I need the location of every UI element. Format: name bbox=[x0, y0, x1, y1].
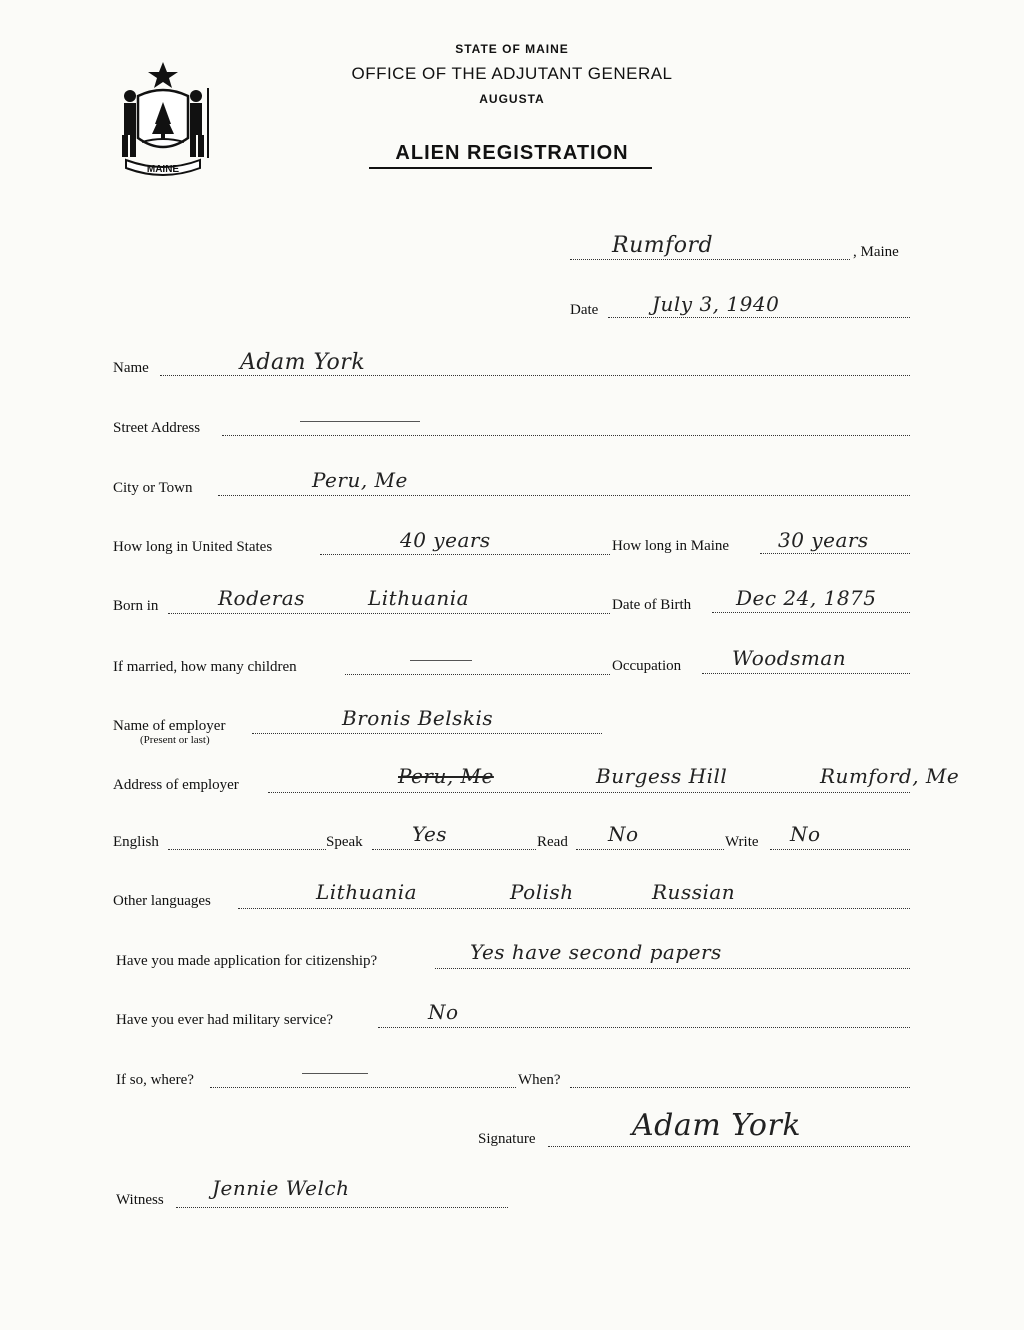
citizenship-value: Yes have second papers bbox=[470, 940, 722, 964]
where-label: If so, where? bbox=[116, 1072, 194, 1088]
street-dash bbox=[300, 421, 420, 422]
born-in-town: Roderas bbox=[218, 586, 305, 610]
name-value: Adam York bbox=[240, 350, 366, 375]
employer-address-town: Rumford, Me bbox=[820, 764, 960, 788]
date-label: Date bbox=[570, 302, 599, 318]
employer-sublabel: (Present or last) bbox=[140, 734, 210, 746]
military-label: Have you ever had military service? bbox=[116, 1012, 333, 1028]
town-suffix: , Maine bbox=[853, 244, 899, 260]
witness-value: Jennie Welch bbox=[212, 1176, 350, 1200]
dob-value: Dec 24, 1875 bbox=[736, 586, 877, 610]
street-label: Street Address bbox=[113, 420, 201, 436]
born-in-country: Lithuania bbox=[368, 586, 470, 610]
employer-value: Bronis Belskis bbox=[342, 706, 494, 730]
military-value: No bbox=[428, 1000, 459, 1024]
citizenship-label: Have you made application for citizenship? bbox=[116, 953, 378, 969]
write-value: No bbox=[790, 822, 821, 846]
speak-label: Speak bbox=[326, 834, 363, 850]
write-label: Write bbox=[725, 834, 759, 850]
office-heading: OFFICE OF THE ADJUTANT GENERAL bbox=[351, 64, 673, 83]
date-value: July 3, 1940 bbox=[652, 292, 780, 316]
occupation-label: Occupation bbox=[612, 658, 682, 674]
title-underline bbox=[369, 167, 652, 169]
where-dash bbox=[302, 1073, 368, 1074]
city-label: City or Town bbox=[113, 480, 193, 496]
speak-value: Yes bbox=[412, 822, 448, 846]
read-label: Read bbox=[537, 834, 568, 850]
other-language-1: Lithuania bbox=[316, 880, 418, 904]
town-value: Rumford bbox=[612, 233, 714, 258]
name-label: Name bbox=[113, 360, 149, 376]
other-language-3: Russian bbox=[652, 880, 736, 904]
witness-label: Witness bbox=[116, 1192, 164, 1208]
employer-address-struck: Peru, Me bbox=[398, 764, 494, 788]
other-language-2: Polish bbox=[510, 880, 574, 904]
form-title: ALIEN REGISTRATION bbox=[395, 142, 629, 164]
other-languages-label: Other languages bbox=[113, 893, 211, 909]
dob-label: Date of Birth bbox=[612, 597, 692, 613]
how-long-us-value: 40 years bbox=[400, 528, 491, 552]
employer-address-label: Address of employer bbox=[113, 777, 239, 793]
how-long-us-label: How long in United States bbox=[113, 539, 273, 555]
english-label: English bbox=[113, 834, 159, 850]
occupation-value: Woodsman bbox=[732, 646, 847, 670]
how-long-maine-value: 30 years bbox=[778, 528, 869, 552]
children-label: If married, how many children bbox=[113, 659, 297, 675]
born-in-label: Born in bbox=[113, 598, 159, 614]
state-heading: STATE OF MAINE bbox=[455, 42, 569, 56]
when-label: When? bbox=[518, 1072, 561, 1088]
how-long-maine-label: How long in Maine bbox=[612, 538, 730, 554]
signature-value: Adam York bbox=[632, 1108, 802, 1143]
city-heading: AUGUSTA bbox=[479, 92, 545, 106]
children-dash bbox=[410, 660, 472, 661]
svg-text:MAINE: MAINE bbox=[146, 164, 180, 175]
employer-label: Name of employer bbox=[113, 718, 226, 734]
read-value: No bbox=[608, 822, 639, 846]
signature-label: Signature bbox=[478, 1131, 536, 1147]
city-value: Peru, Me bbox=[312, 468, 408, 492]
employer-address-value: Burgess Hill bbox=[596, 764, 728, 788]
